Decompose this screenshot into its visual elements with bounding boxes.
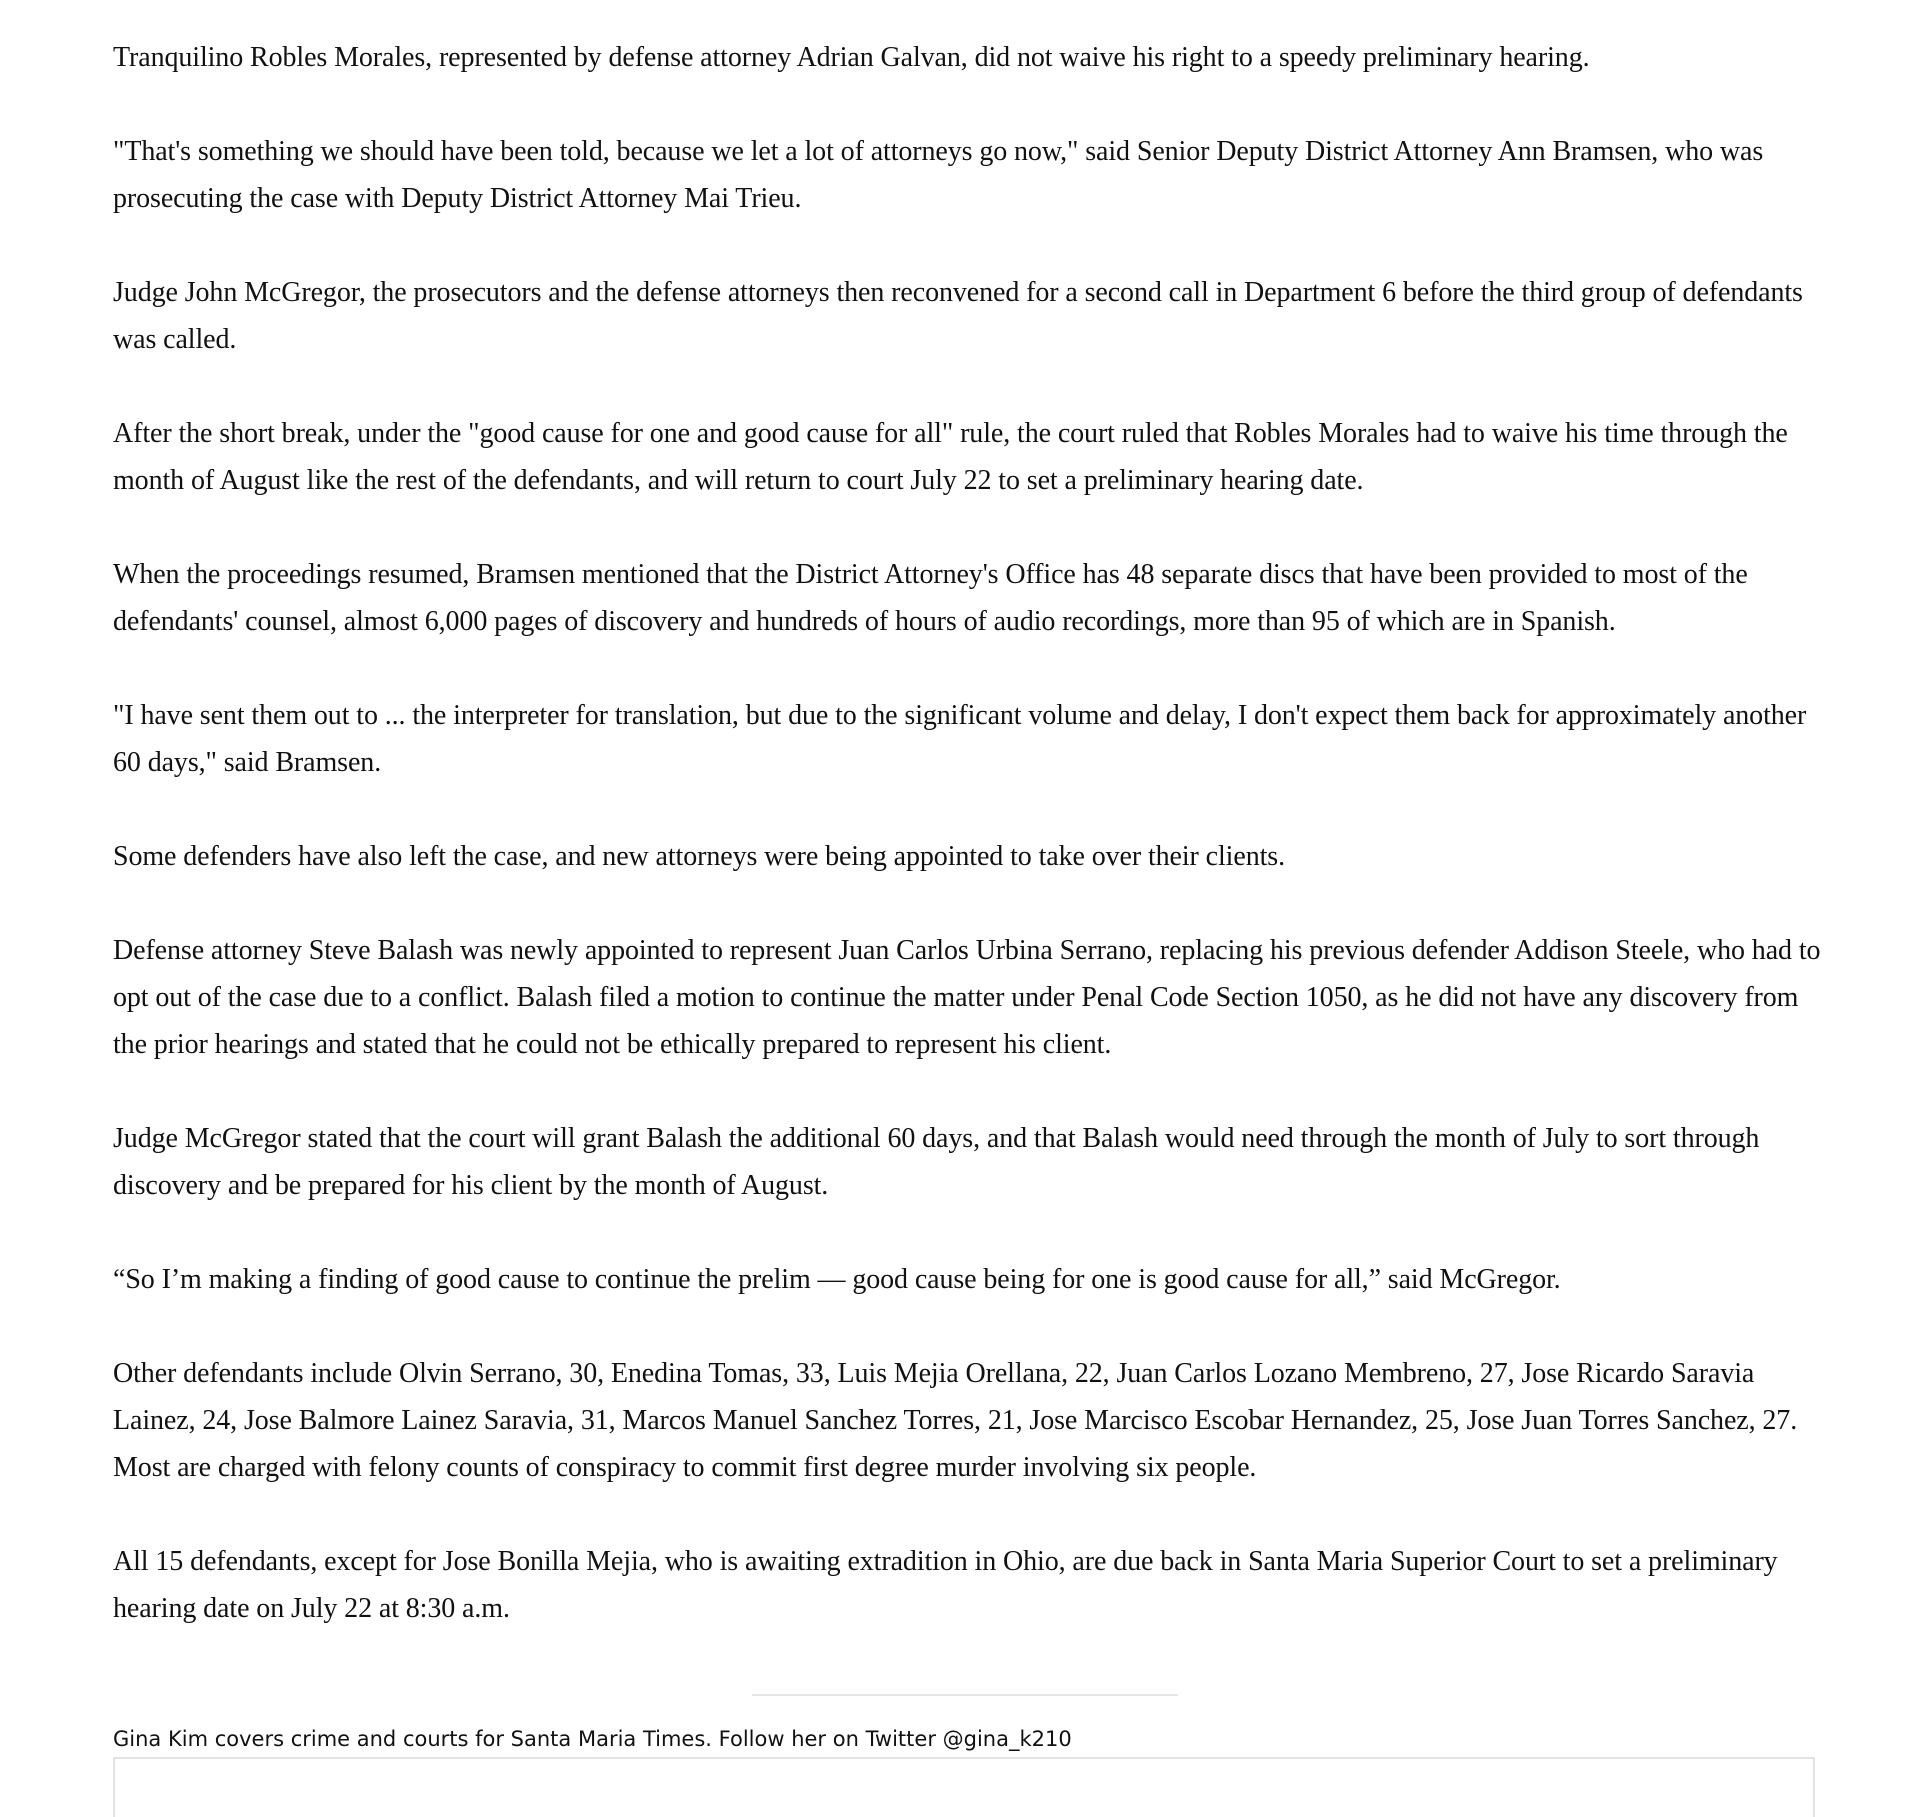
author-byline: Gina Kim covers crime and courts for Santa Maria Times. Follow her on Twitter @gina_k210 (113, 1727, 1072, 1751)
article-paragraph: Some defenders have also left the case, and new attorneys were being appointed to take over their clients. (113, 841, 1285, 872)
article-body (113, 34, 1828, 1679)
article-paragraph: “So I’m making a finding of good cause to continue the prelim — good cause being for one is good cause for all,” said McGregor. (113, 1264, 1561, 1295)
article-paragraph: Other defendants include Olvin Serrano, 30, Enedina Tomas, 33, Luis Mejia Orellana, 22, Juan Carlos Lozano Membreno, 27, Jose Ricardo Saravia Lainez, 24, Jose Balmore Lainez Saravia, 31, Marcos Manuel Sanchez Torres, 21, Jose Marcisco Escobar Hernandez, 25, Jose Juan Torres Sanchez, 27. Most are charged with felony counts of conspiracy to commit first degree murder involving six people. (113, 1358, 1798, 1483)
article-paragraph: Defense attorney Steve Balash was newly appointed to represent Juan Carlos Urbina Serrano, replacing his previous defender Addison Steele, who had to opt out of the case due to a conflict. Balash filed a motion to continue the matter under Penal Code Section 1050, as he did not have any discovery from the prior hearings and stated that he could not be ethically prepared to represent his client. (113, 935, 1821, 1060)
article-paragraph: Judge McGregor stated that the court will grant Balash the additional 60 days, and that Balash would need through the month of July to sort through discovery and be prepared for his client by the month of August. (113, 1123, 1760, 1201)
article-paragraph: All 15 defendants, except for Jose Bonilla Mejia, who is awaiting extradition in Ohio, are due back in Santa Maria Superior Court to set a preliminary hearing date on July 22 at 8:30 a.m. (113, 1546, 1778, 1624)
article-paragraph: After the short break, under the "good cause for one and good cause for all" rule, the court ruled that Robles Morales had to waive his time through the month of August like the rest of the defendants, and will return to court July 22 to set a preliminary hearing date. (113, 418, 1788, 496)
article-paragraph: "That's something we should have been told, because we let a lot of attorneys go now," said Senior Deputy District Attorney Ann Bramsen, who was prosecuting the case with Deputy District Attorney Mai Trieu. (113, 136, 1764, 214)
article-paragraph: When the proceedings resumed, Bramsen mentioned that the District Attorney's Office has 48 separate discs that have been provided to most of the defendants' counsel, almost 6,000 pages of discovery and hundreds of hours of audio recordings, more than 95 of which are in Spanish. (113, 559, 1748, 637)
article-paragraph: Judge John McGregor, the prosecutors and the defense attorneys then reconvened for a second call in Department 6 before the third group of defendants was called. (113, 277, 1803, 355)
article-paragraph: "I have sent them out to ... the interpreter for translation, but due to the significant volume and delay, I don't expect them back for approximately another 60 days," said Bramsen. (113, 700, 1807, 778)
embed-container (113, 1757, 1815, 1817)
section-divider (752, 1694, 1178, 1696)
article-paragraph: Tranquilino Robles Morales, represented by defense attorney Adrian Galvan, did not waive his right to a speedy preliminary hearing. (113, 42, 1590, 73)
